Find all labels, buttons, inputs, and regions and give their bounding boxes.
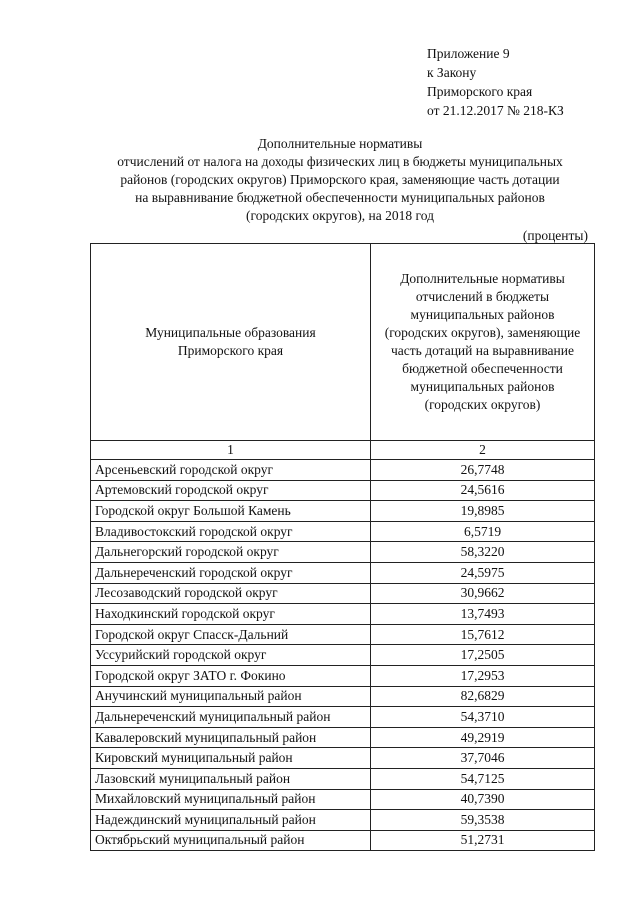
table-row — [91, 789, 595, 810]
table-row — [91, 604, 595, 625]
title-line: (городских округов), на 2018 год — [246, 208, 434, 223]
table-header-row — [91, 244, 595, 441]
column-number-2: 2 — [371, 441, 595, 460]
appendix-line: Приложение 9 — [427, 46, 510, 61]
municipality-name: Михайловский муниципальный район — [91, 789, 371, 810]
table-row — [91, 501, 595, 522]
normative-value: 30,9662 — [371, 583, 595, 604]
table-row — [91, 460, 595, 481]
municipality-name: Городской округ Спасск-Дальний — [91, 624, 371, 645]
normative-value: 15,7612 — [371, 624, 595, 645]
normative-value: 26,7748 — [371, 460, 595, 481]
normative-value: 40,7390 — [371, 789, 595, 810]
normative-value: 37,7046 — [371, 748, 595, 769]
table-row — [91, 727, 595, 748]
municipality-name: Надеждинский муниципальный район — [91, 810, 371, 831]
header-normative: Дополнительные нормативы отчислений в бюджеты муниципальных районов (городских округов), заменяющие часть дотаций на выравнивание бюджетной обеспеченности муниципальных районов (городских округов) — [371, 244, 595, 441]
municipality-name: Находкинский городской округ — [91, 604, 371, 625]
table-row — [91, 562, 595, 583]
municipality-name: Владивостокский городской округ — [91, 521, 371, 542]
municipality-name: Городской округ Большой Камень — [91, 501, 371, 522]
table-row — [91, 707, 595, 728]
table-row — [91, 748, 595, 769]
table-row — [91, 480, 595, 501]
appendix-block — [427, 44, 564, 120]
header-municipality: Муниципальные образования Приморского края — [91, 244, 371, 441]
appendix-line: Приморского края — [427, 84, 533, 99]
units-label: (проценты) — [522, 228, 588, 243]
normative-value: 59,3538 — [371, 810, 595, 831]
title-line: отчислений от налога на доходы физических лиц в бюджеты муниципальных — [117, 154, 563, 169]
municipality-name: Дальнереченский городской округ — [91, 562, 371, 583]
normative-value: 24,5975 — [371, 562, 595, 583]
municipality-name: Лесозаводский городской округ — [91, 583, 371, 604]
table-row — [91, 810, 595, 831]
column-number-1: 1 — [91, 441, 371, 460]
normative-value: 24,5616 — [371, 480, 595, 501]
municipality-name: Городской округ ЗАТО г. Фокино — [91, 665, 371, 686]
municipality-name: Артемовский городской округ — [91, 480, 371, 501]
normative-value: 17,2953 — [371, 665, 595, 686]
municipality-name: Кавалеровский муниципальный район — [91, 727, 371, 748]
table-row — [91, 521, 595, 542]
document-title — [80, 135, 600, 225]
normatives-table — [90, 243, 595, 851]
table-row — [91, 583, 595, 604]
table-row — [91, 686, 595, 707]
normative-value: 13,7493 — [371, 604, 595, 625]
municipality-name: Дальнегорский городской округ — [91, 542, 371, 563]
municipality-name: Арсеньевский городской округ — [91, 460, 371, 481]
municipality-name: Анучинский муниципальный район — [91, 686, 371, 707]
normative-value: 49,2919 — [371, 727, 595, 748]
table-row — [91, 542, 595, 563]
municipality-name: Кировский муниципальный район — [91, 748, 371, 769]
table-row — [91, 830, 595, 851]
table-row — [91, 768, 595, 789]
appendix-line: от 21.12.2017 № 218-КЗ — [427, 103, 564, 118]
municipality-name: Лазовский муниципальный район — [91, 768, 371, 789]
column-number-row — [91, 441, 595, 460]
normative-value: 19,8985 — [371, 501, 595, 522]
normative-value: 54,7125 — [371, 768, 595, 789]
normative-value: 54,3710 — [371, 707, 595, 728]
normative-value: 82,6829 — [371, 686, 595, 707]
normative-value: 58,3220 — [371, 542, 595, 563]
table-row — [91, 624, 595, 645]
title-line: районов (городских округов) Приморского края, заменяющие часть дотации — [120, 172, 560, 187]
municipality-name: Уссурийский городской округ — [91, 645, 371, 666]
table-row — [91, 645, 595, 666]
normative-value: 51,2731 — [371, 830, 595, 851]
title-line: Дополнительные нормативы — [257, 136, 423, 151]
appendix-line: к Закону — [427, 65, 477, 80]
table-row — [91, 665, 595, 686]
normative-value: 6,5719 — [371, 521, 595, 542]
normative-value: 17,2505 — [371, 645, 595, 666]
municipality-name: Октябрьский муниципальный район — [91, 830, 371, 851]
title-line: на выравнивание бюджетной обеспеченности муниципальных районов — [135, 190, 545, 205]
municipality-name: Дальнереченский муниципальный район — [91, 707, 371, 728]
